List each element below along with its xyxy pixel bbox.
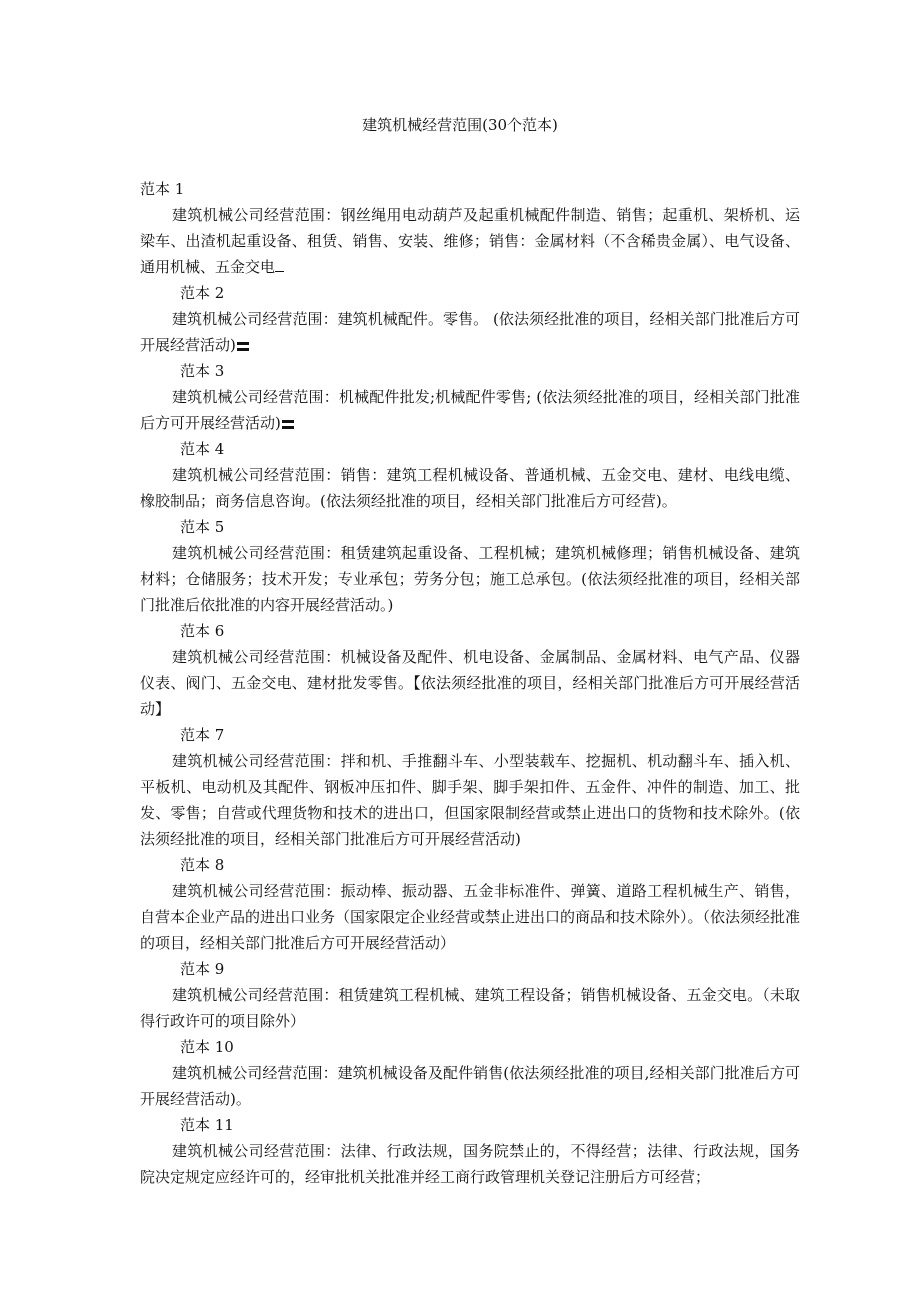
section-text-3: 建筑机械公司经营范围：机械配件批发;机械配件零售; (依法须经批准的项目，经相关部门批准后方可开展经营活动) bbox=[140, 388, 800, 432]
section-text-7: 建筑机械公司经营范围：拌和机、手推翻斗车、小型装载车、挖掘机、机动翻斗车、插入机、平板机、电动机及其配件、钢板冲压扣件、脚手架、脚手架扣件、五金件、冲件的制造、加工、批发、零售；自营或代理货物和技术的进出口，但国家限制经营或禁止进出口的货物和技术除外。(依法须经批准的项目，经相关部门批准后方可开展经营活动) bbox=[140, 752, 800, 848]
section-text-9: 建筑机械公司经营范围：租赁建筑工程机械、建筑工程设备；销售机械设备、五金交电。（未取得行政许可的项目除外） bbox=[140, 986, 800, 1030]
section-heading-8: 范本 8 bbox=[180, 856, 225, 874]
section-text-1: 建筑机械公司经营范围：钢丝绳用电动葫芦及起重机械配件制造、销售；起重机、架桥机、运梁车、出渣机起重设备、租赁、销售、安装、维修；销售：金属材料（不含稀贵金属）、电气设备、通用机械、五金交电 bbox=[140, 206, 800, 276]
section-text-11: 建筑机械公司经营范围：法律、行政法规，国务院禁止的，不得经营；法律、行政法规，国务院决定规定应经许可的，经审批机关批准并经工商行政管理机关登记注册后方可经营； bbox=[140, 1142, 800, 1186]
document-body bbox=[140, 176, 800, 1190]
section-text-10: 建筑机械公司经营范围：建筑机械设备及配件销售(依法须经批准的项目,经相关部门批准后方可开展经营活动)。 bbox=[140, 1064, 800, 1108]
section-heading-7: 范本 7 bbox=[180, 726, 225, 744]
section-heading-11: 范本 11 bbox=[180, 1116, 234, 1134]
section-heading-10: 范本 10 bbox=[180, 1038, 234, 1056]
underscore-mark bbox=[275, 259, 284, 272]
section-text-2: 建筑机械公司经营范围：建筑机械配件。零售。 (依法须经批准的项目，经相关部门批准后方可开展经营活动) bbox=[140, 310, 800, 354]
document-title: 建筑机械经营范围(30个范本) bbox=[362, 116, 558, 134]
section-heading-9: 范本 9 bbox=[180, 960, 225, 978]
equals-mark-icon bbox=[282, 420, 294, 429]
section-heading-3: 范本 3 bbox=[180, 362, 225, 380]
section-text-4: 建筑机械公司经营范围：销售：建筑工程机械设备、普通机械、五金交电、建材、电线电缆、橡胶制品；商务信息咨询。(依法须经批准的项目，经相关部门批准后方可经营)。 bbox=[140, 466, 800, 510]
section-heading-6: 范本 6 bbox=[180, 622, 225, 640]
equals-mark-icon bbox=[237, 342, 249, 351]
section-text-5: 建筑机械公司经营范围：租赁建筑起重设备、工程机械；建筑机械修理；销售机械设备、建筑材料；仓储服务；技术开发；专业承包；劳务分包；施工总承包。(依法须经批准的项目，经相关部门批准后依批准的内容开展经营活动。) bbox=[140, 544, 800, 614]
section-text-8: 建筑机械公司经营范围：振动棒、振动器、五金非标准件、弹簧、道路工程机械生产、销售，自营本企业产品的进出口业务（国家限定企业经营或禁止进出口的商品和技术除外）。（依法须经批准的项目，经相关部门批准后方可开展经营活动） bbox=[140, 882, 801, 952]
section-heading-4: 范本 4 bbox=[180, 440, 225, 458]
section-heading-1: 范本 1 bbox=[140, 180, 185, 198]
section-heading-2: 范本 2 bbox=[180, 284, 225, 302]
section-text-6: 建筑机械公司经营范围：机械设备及配件、机电设备、金属制品、金属材料、电气产品、仪器仪表、阀门、五金交电、建材批发零售。【依法须经批准的项目，经相关部门批准后方可开展经营活动】 bbox=[140, 648, 800, 718]
section-heading-5: 范本 5 bbox=[180, 518, 225, 536]
